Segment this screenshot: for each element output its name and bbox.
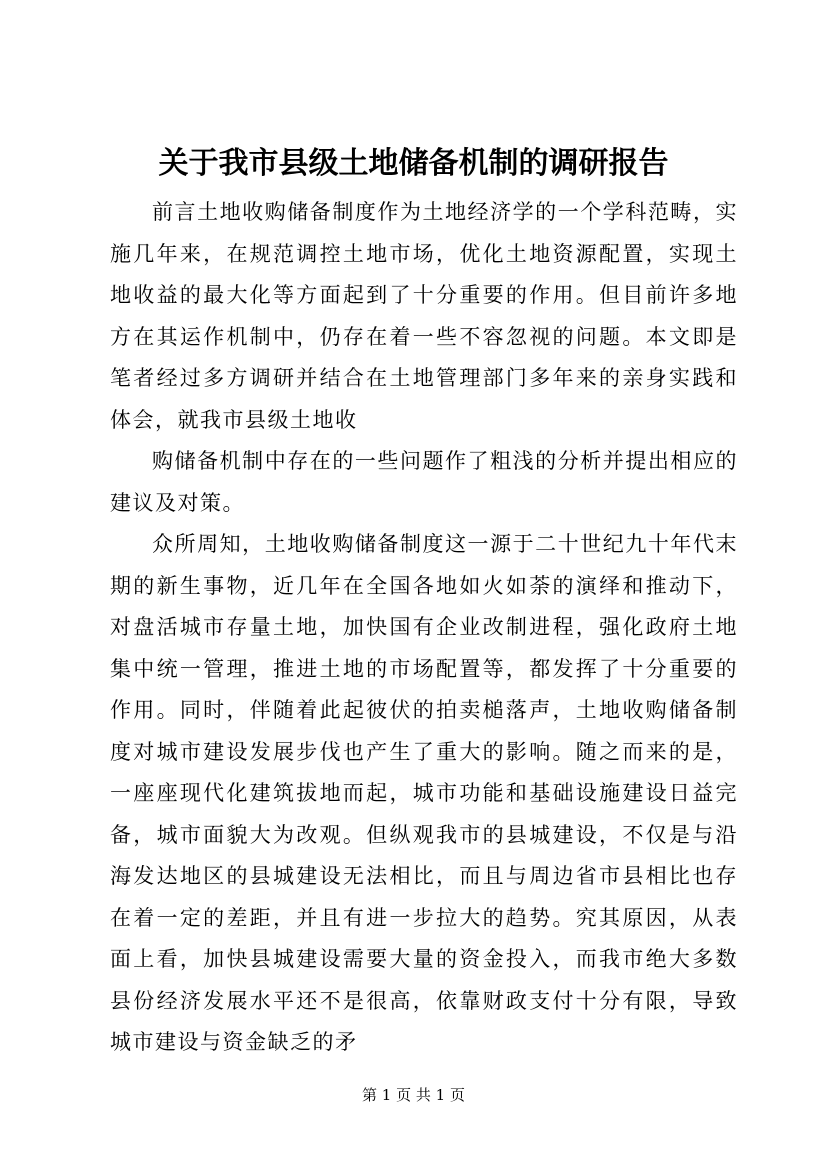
document-body [110, 192, 738, 1064]
paragraph-preface: 前言土地收购储备制度作为土地经济学的一个学科范畴，实施几年来，在规范调控土地市场，优化土地资源配置，实现土地收益的最大化等方面起到了十分重要的作用。但目前许多地方在其运作机制中，仍存在着一些不容忽视的问题。本文即是笔者经过多方调研并结合在土地管理部门多年来的亲身实践和体会，就我市县级土地收 [110, 200, 738, 432]
paragraph-continuation: 购储备机制中存在的一些问题作了粗浅的分析并提出相应的建议及对策。 [110, 449, 738, 515]
paragraph-main: 众所周知，土地收购储备制度这一源于二十世纪九十年代末期的新生事物，近几年在全国各地如火如荼的演绎和推动下，对盘活城市存量土地，加快国有企业改制进程，强化政府土地集中统一管理，推进土地的市场配置等，都发挥了十分重要的作用。同时，伴随着此起彼伏的拍卖槌落声，土地收购储备制度对城市建设发展步伐也产生了重大的影响。随之而来的是，一座座现代化建筑拔地而起，城市功能和基础设施建设日益完备，城市面貌大为改观。但纵观我市的县城建设，不仅是与沿海发达地区的县城建设无法相比，而且与周边省市县相比也存在着一定的差距，并且有进一步拉大的趋势。究其原因，从表面上看，加快县城建设需要大量的资金投入，而我市绝大多数县份经济发展水平还不是很高，依靠财政支付十分有限，导致城市建设与资金缺乏的矛 [110, 532, 738, 1054]
page-footer: 第 1 页 共 1 页 [362, 1086, 465, 1104]
document-title: 关于我市县级土地储备机制的调研报告 [158, 146, 669, 181]
